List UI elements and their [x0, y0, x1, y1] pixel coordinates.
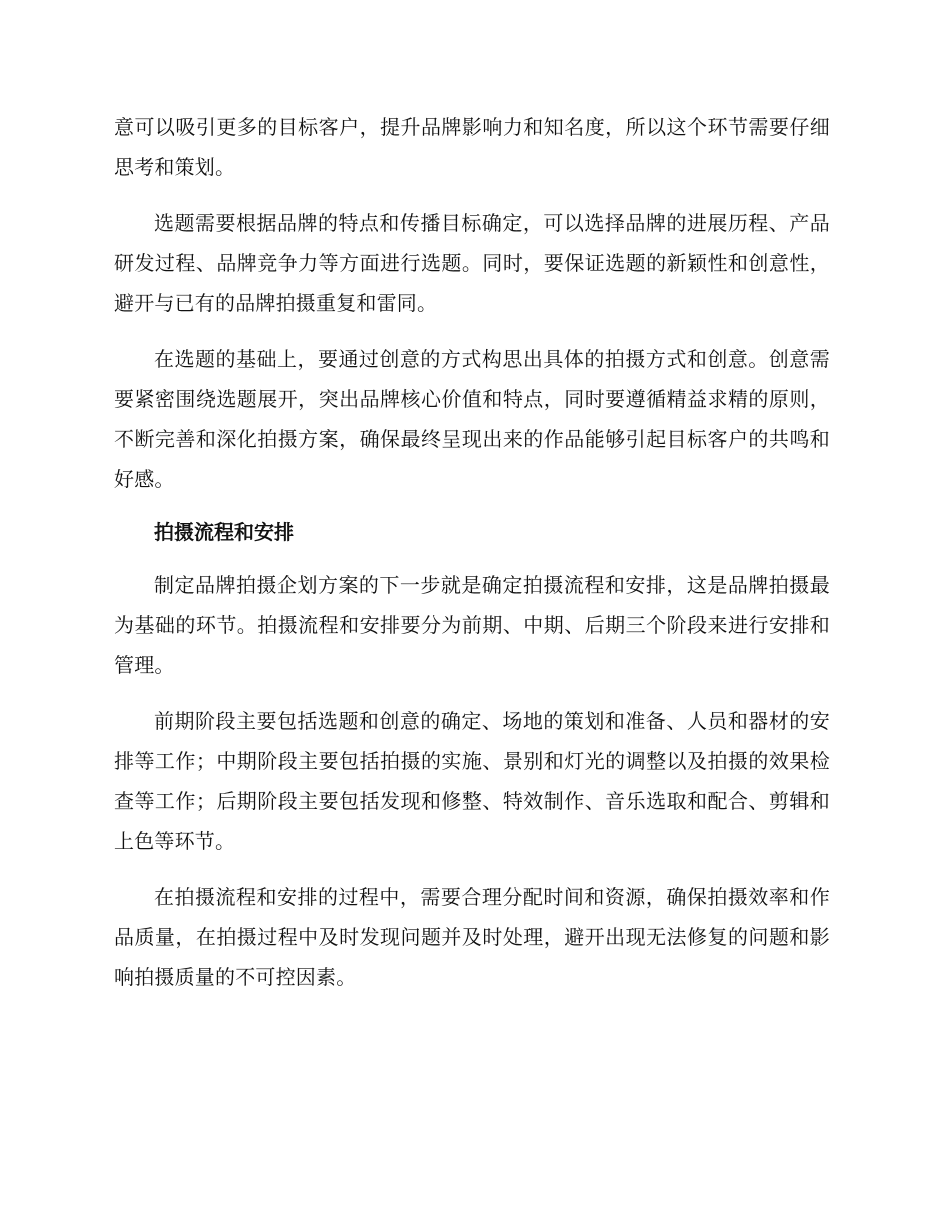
paragraph-process-stages: 前期阶段主要包括选题和创意的确定、场地的策划和准备、人员和器材的安排等工作；中期阶段主要包括拍摄的实施、景别和灯光的调整以及拍摄的效果检查等工作；后期阶段主要包括发现和修整、特效制作、音乐选取和配合、剪辑和上色等环节。 [114, 709, 830, 853]
document-page [114, 107, 830, 997]
paragraph-topic-selection: 选题需要根据品牌的特点和传播目标确定，可以选择品牌的进展历程、产品研发过程、品牌竞争力等方面进行选题。同时，要保证选题的新颖性和创意性，避开与已有的品牌拍摄重复和雷同。 [114, 211, 830, 315]
section-heading: 拍摄流程和安排 [154, 520, 294, 544]
paragraph-continuation: 意可以吸引更多的目标客户，提升品牌影响力和知名度，所以这个环节需要仔细思考和策划。 [114, 115, 830, 179]
paragraph-creative-concept: 在选题的基础上，要通过创意的方式构思出具体的拍摄方式和创意。创意需要紧密围绕选题展开，突出品牌核心价值和特点，同时要遵循精益求精的原则，不断完善和深化拍摄方案，确保最终呈现出来的作品能够引起目标客户的共鸣和好感。 [114, 347, 830, 491]
paragraph-process-management: 在拍摄流程和安排的过程中，需要合理分配时间和资源，确保拍摄效率和作品质量，在拍摄过程中及时发现问题并及时处理，避开出现无法修复的问题和影响拍摄质量的不可控因素。 [114, 885, 830, 989]
paragraph-process-intro: 制定品牌拍摄企划方案的下一步就是确定拍摄流程和安排，这是品牌拍摄最为基础的环节。拍摄流程和安排要分为前期、中期、后期三个阶段来进行安排和管理。 [114, 573, 830, 677]
